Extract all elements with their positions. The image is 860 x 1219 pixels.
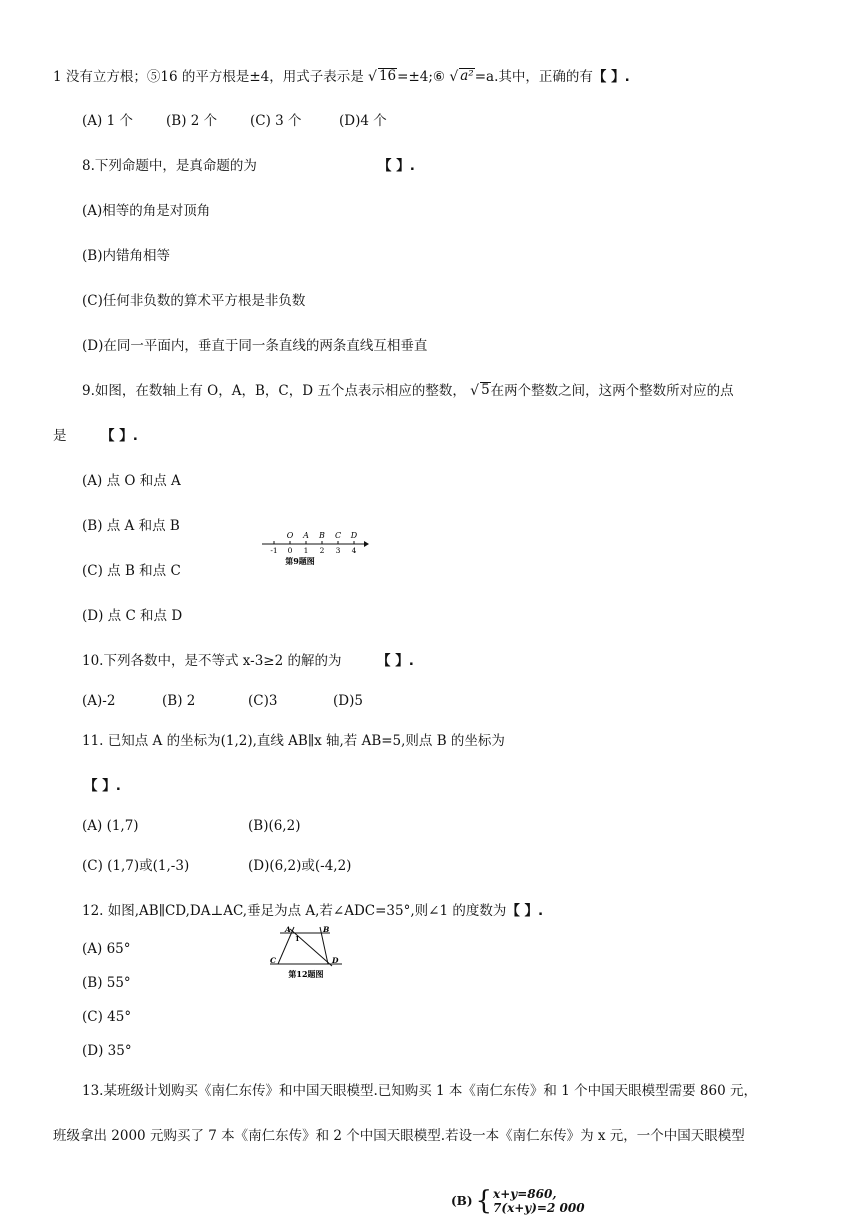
q7-options	[82, 112, 387, 130]
q9-option-b: (B) 点 A 和点 B	[82, 518, 180, 534]
q13-line1: 13.某班级计划购买《南仁东传》和中国天眼模型.已知购买 1 本《南仁东传》和 1 个中国天眼模型需要 860 元，	[82, 1083, 757, 1099]
q9-number-line-figure	[258, 528, 370, 570]
q12-option-d: (D) 35°	[82, 1043, 132, 1059]
q7-option-b: (B) 2 个	[166, 113, 218, 129]
q7-stem-b: =±4;⑥	[397, 69, 446, 85]
q10-option-d: (D)5	[333, 693, 363, 709]
point-label-o: O	[286, 531, 294, 540]
label-b: B	[323, 925, 330, 934]
q10-option-a: (A)-2	[82, 693, 116, 709]
q10-option-b: (B) 2	[162, 693, 196, 709]
tick-label-0: 0	[287, 546, 293, 555]
q12-option-a: (A) 65°	[82, 941, 131, 957]
tick-label-2: 2	[319, 546, 325, 555]
q13-option-b-eq2: 7(x+y)=2 000	[493, 1201, 585, 1215]
q10-stem-text: 10.下列各数中，是不等式 x-3≥2 的解的为	[82, 653, 342, 669]
q7-stem	[53, 68, 630, 86]
q11-answer-bracket	[84, 777, 121, 795]
q7-sqrt2-radicand: a²	[460, 68, 474, 84]
q11-options-row1	[82, 817, 300, 835]
q7-option-d: (D)4 个	[339, 113, 387, 129]
q11-option-d: (D)(6,2)或(-4,2)	[248, 858, 352, 874]
tick-label-4: 4	[351, 546, 357, 555]
q7-sqrt-a2: √ a²	[449, 68, 474, 85]
q11-option-b: (B)(6,2)	[248, 818, 301, 834]
q12-option-b: (B) 55°	[82, 975, 131, 991]
q12-geometry-figure	[266, 925, 346, 983]
q11-option-a: (A) (1,7)	[82, 818, 139, 834]
q12-option-c: (C) 45°	[82, 1009, 132, 1025]
q12-answer-bracket: 【 】.	[506, 903, 544, 919]
point-label-b: B	[319, 531, 325, 540]
q13-option-b	[451, 1183, 585, 1219]
q10-options	[82, 692, 363, 710]
q8-stem	[82, 157, 415, 175]
q13-equation-system	[493, 1187, 585, 1215]
q9-sqrt-radicand: 5	[481, 382, 490, 398]
point-label-d: D	[350, 531, 358, 540]
label-c: C	[270, 956, 276, 965]
q13-option-b-eq1: x+y=860,	[493, 1187, 557, 1201]
tick-label-3: 3	[335, 546, 341, 555]
q13-line2: 班级拿出 2000 元购买了 7 本《南仁东传》和 2 个中国天眼模型.若设一本《南仁东传》为 x 元，一个中国天眼模型	[53, 1128, 745, 1144]
tick-label-1: 1	[303, 546, 309, 555]
q7-option-c: (C) 3 个	[250, 113, 302, 129]
q11-stem: 11. 已知点 A 的坐标为(1,2),直线 AB∥x 轴,若 AB=5,则点 B 的坐标为	[82, 733, 505, 749]
q7-option-a: (A) 1 个	[82, 113, 133, 129]
q9-figure-caption: 第9题图	[285, 556, 315, 566]
q8-stem-text: 8.下列命题中，是真命题的为	[82, 158, 257, 174]
q7-stem-c: =a.其中，正确的有	[474, 69, 593, 85]
q9-stem	[82, 382, 734, 400]
q7-stem-a: 1 没有立方根；⑤16 的平方根是±4，用式子表示是	[53, 69, 364, 85]
label-a: A	[285, 925, 291, 934]
q12-stem	[82, 902, 543, 920]
q9-stem-line2	[53, 427, 138, 445]
brace-icon: {	[475, 1186, 493, 1216]
q12-stem-text: 12. 如图,AB∥CD,DA⊥AC,垂足为点 A,若∠ADC=35°,则∠1 的度数为	[82, 903, 507, 919]
point-label-a: A	[303, 531, 309, 540]
q8-option-d: (D)在同一平面内，垂直于同一条直线的两条直线互相垂直	[82, 338, 428, 354]
q11-options-row2	[82, 857, 351, 875]
q7-sqrt1-radicand: 16	[378, 68, 397, 84]
q8-answer-bracket: 【 】.	[378, 158, 415, 174]
label-angle-1: 1	[295, 935, 300, 943]
label-d: D	[332, 956, 339, 965]
q9-option-d: (D) 点 C 和点 D	[82, 608, 183, 624]
q7-answer-bracket: 【 】.	[592, 69, 630, 85]
q8-option-b: (B)内错角相等	[82, 248, 170, 264]
q8-option-a: (A)相等的角是对顶角	[82, 203, 211, 219]
q13-option-b-label: (B)	[451, 1194, 473, 1208]
q9-answer-bracket: 【 】.	[101, 428, 138, 444]
q9-option-a: (A) 点 O 和点 A	[82, 473, 181, 489]
q9-stem-line2-text: 是	[53, 428, 67, 444]
q10-option-c: (C)3	[248, 693, 278, 709]
q12-figure-caption: 第12题图	[288, 969, 324, 979]
q9-option-c: (C) 点 B 和点 C	[82, 563, 181, 579]
q11-option-c: (C) (1,7)或(1,-3)	[82, 858, 190, 874]
q10-stem	[82, 652, 414, 670]
q8-option-c: (C)任何非负数的算术平方根是非负数	[82, 293, 306, 309]
q10-answer-bracket: 【 】.	[377, 653, 414, 669]
number-line-arrow-icon	[364, 541, 369, 547]
q9-stem-a: 9.如图，在数轴上有 O，A，B，C，D 五个点表示相应的整数，	[82, 383, 466, 399]
q11-bracket-text: 【 】.	[84, 778, 121, 794]
tick-label-neg1: -1	[270, 546, 278, 555]
q9-stem-b: 在两个整数之间，这两个整数所对应的点	[490, 383, 734, 399]
q9-sqrt-5: √ 5	[470, 382, 490, 399]
q7-sqrt-16: √ 16	[368, 68, 397, 85]
point-label-c: C	[334, 531, 342, 540]
